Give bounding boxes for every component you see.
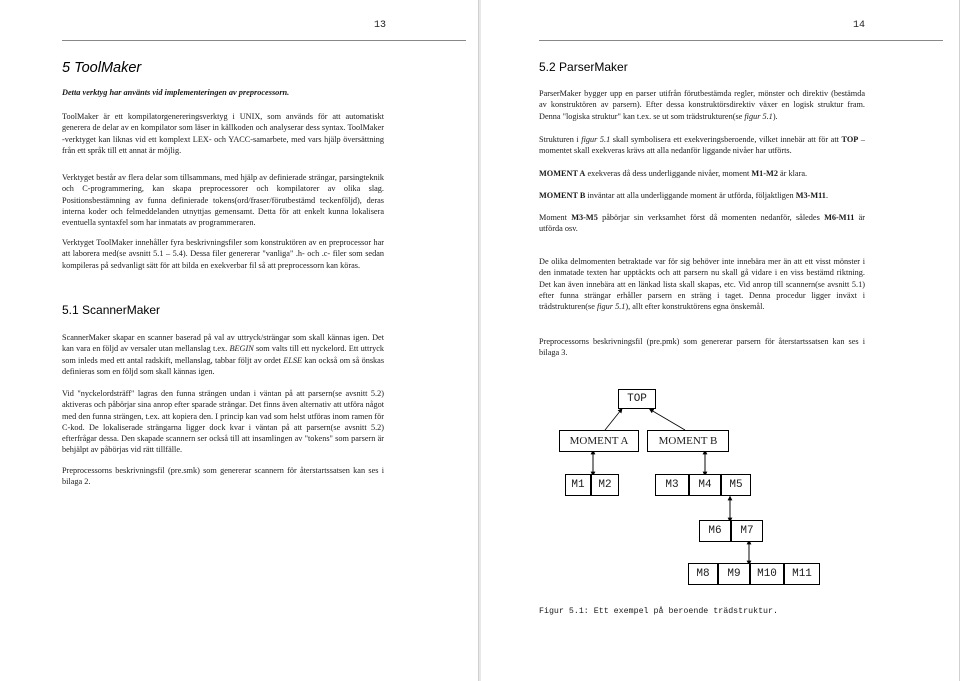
left-page bbox=[0, 0, 479, 681]
node-moment-a: MOMENT A bbox=[559, 430, 639, 452]
page-number: 14 bbox=[853, 20, 866, 31]
section-title: 5 ToolMaker bbox=[62, 60, 142, 76]
arrow-moment-a-top bbox=[605, 410, 621, 430]
paragraph-5: Vid "nyckelordsträff" lagras den funna strängen undan i väntan på att parsern(se avsnitt 5.2) aktiveras och påbörjar sina anrop efter sparade strängar. Det finns även alternativ att utföra något med den funna strängen, t.ex. att kopiera den. I princip kan vad som helst utföras inom ramen för C-kod. De lokaliserade strängarna ligger dock kvar i väntan på att parsern(se avsnitt 5.2) efterfrågar dessa. Den skapade scannern ser också till att insamlingen av "tokens" som parsern är behjälpt av påbörjas vid rätt tillfälle. bbox=[62, 389, 384, 455]
node-m4: M4 bbox=[689, 474, 721, 496]
node-m2: M2 bbox=[591, 474, 619, 496]
paragraph-3: MOMENT A exekveras då dess underliggande nivåer, moment M1-M2 är klara. bbox=[539, 169, 808, 178]
paragraph-4: MOMENT B inväntar att alla underliggande moment är utförda, följaktligen M3-M11. bbox=[539, 191, 828, 200]
figure-caption: Figur 5.1: Ett exempel på beroende trädstruktur. bbox=[539, 607, 778, 616]
paragraph-1: ParserMaker bygger upp en parser utifrån förutbestämda regler, mönster och direktiv (bestämda av konstruktören av parsern). Efter dessa konstruktörsdirektiv växer en logisk struktur fram. Denna "logiska struktur" kan t.ex. se ut som trädstrukturen(se figur 5.1). bbox=[539, 89, 865, 121]
arrow-moment-b-top bbox=[651, 410, 685, 430]
node-m10: M10 bbox=[750, 563, 784, 585]
paragraph-4: ScannerMaker skapar en scanner baserad på val av uttryck/strängar som skall kännas igen. Det kan vara en följd av versaler utan mellanslag t.ex. BEGIN som valts till ett nyckelord. Ett uttryck som inleds med ett antal radskift, mellanslag, tabbar följt av ordet ELSE kan också om så önskas definieras som en följd som skall kännas igen. bbox=[62, 333, 385, 376]
node-m5: M5 bbox=[721, 474, 751, 496]
page-number: 13 bbox=[374, 20, 387, 31]
node-top: TOP bbox=[618, 389, 656, 409]
node-m3: M3 bbox=[655, 474, 689, 496]
paragraph-3: Verktyget ToolMaker innehåller fyra beskrivningsfiler som konstruktören av en preprocessor har att laborera med(se avsnitt 5.1 – 5.4). Dessa filer genererar "vanliga" .h- och .c- filer som sedan kompileras på sedvanligt sätt för att bilda en exekverbar fil så att preprocessorn kan köras. bbox=[62, 238, 384, 270]
node-m9: M9 bbox=[718, 563, 750, 585]
paragraph-6: Preprocessorns beskrivningsfil (pre.smk) som genererar scannern för återstartssatsen kan ses i bilaga 2. bbox=[62, 466, 384, 487]
node-m11: M11 bbox=[784, 563, 820, 585]
node-moment-b: MOMENT B bbox=[647, 430, 729, 452]
lead-text: Detta verktyg har använts vid implementeringen av preprocessorn. bbox=[62, 88, 290, 97]
header-rule bbox=[62, 40, 466, 41]
paragraph-2: Strukturen i figur 5.1 skall symbolisera ett exekveringsberoende, vilket innebär att för att TOP –momentet skall exekveras krävs att alla nedanför liggande nivåer har utförts. bbox=[539, 135, 865, 156]
paragraph-6: De olika delmomenten betraktade var för sig behöver inte innebära mer än att ett visst mönster i den inmatade texten har upptäckts och att parsern nu skall gå vidare i en viss bestämd riktning. Det kan även innebära att en länkad lista skall skapas, etc. Vid anrop till scannern(se avsnitt 5.1) efter funna strängar erhåller parsern en sträng i taget. Denna procedur ligger inväxt i trädstrukturen(se figur 5.1), allt efter konstruktörens egna önskemål. bbox=[539, 257, 865, 312]
node-m1: M1 bbox=[565, 474, 591, 496]
paragraph-1: ToolMaker är ett kompilatorgenereringsverktyg i UNIX, som används för att automatiskt generera de delar av en kompilator som läser in källkoden och analyserar dess syntax. ToolMaker -verktyget kan liknas vid ett komplext LEX- och YACC-samarbete, med vars hjälp översättning från ett språk till ett annat är möjlig. bbox=[62, 112, 384, 155]
node-m6: M6 bbox=[699, 520, 731, 542]
subsection-title: 5.1 ScannerMaker bbox=[62, 303, 161, 317]
paragraph-2: Verktyget består av flera delar som tillsammans, med hjälp av definierade strängar, parsingteknik och C-programmering, kan skapa preprocessorer och kompilatorer av olika slag. Positionsbestämning av funna definierade tokens(ord/fraser/förutbestämd teckenföljd), deras interna koder och felmeddelanden utnyttjas gemensamt. Detta för att enkelt kunna lokalisera eventuella syntaxfel som har inmatats av programmeraren. bbox=[62, 173, 384, 228]
node-m8: M8 bbox=[688, 563, 718, 585]
section-title: 5.2 ParserMaker bbox=[539, 60, 628, 74]
paragraph-7: Preprocessorns beskrivningsfil (pre.pmk) som genererar parsern för återstartssatsen kan ses i bilaga 3. bbox=[539, 337, 865, 358]
paragraph-5: Moment M3-M5 påbörjar sin verksamhet först då momenten nedanför, således M6-M11 är utförda osv. bbox=[539, 213, 866, 234]
right-page bbox=[481, 0, 960, 681]
node-m7: M7 bbox=[731, 520, 763, 542]
